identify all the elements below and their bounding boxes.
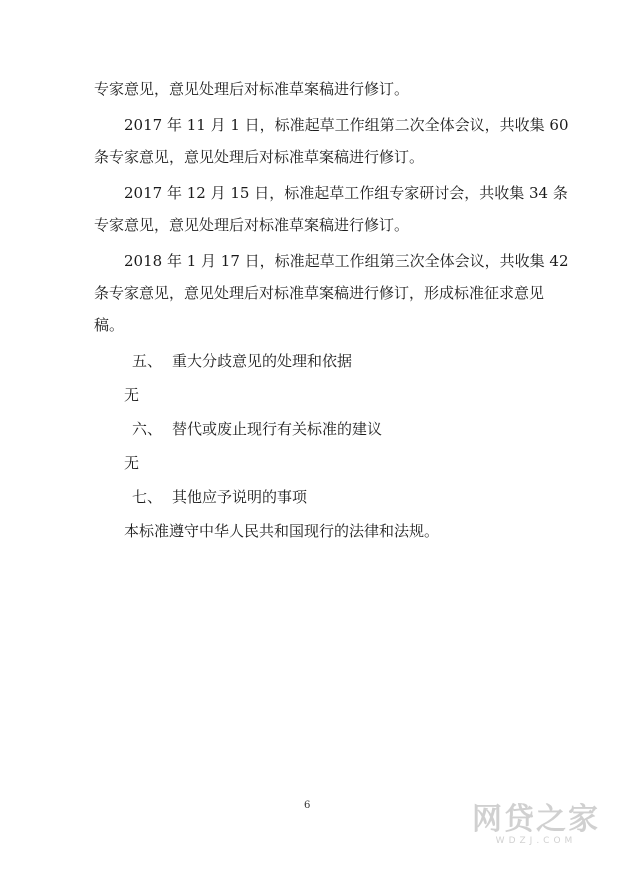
section-title: 重大分歧意见的处理和依据	[172, 352, 353, 370]
section-number: 六、	[132, 420, 163, 438]
section-heading	[132, 488, 307, 506]
section-body: 本标准遵守中华人民共和国现行的法律和法规。	[124, 522, 440, 540]
section-title: 替代或废止现行有关标准的建议	[172, 420, 383, 438]
paragraph-line: 专家意见，意见处理后对标准草案稿进行修订。	[94, 80, 410, 98]
watermark-main-text: 网贷之家	[472, 802, 600, 837]
section-body: 无	[124, 454, 140, 472]
paragraph-line: 2018 年 1 月 17 日，标准起草工作组第三次全体会议，共收集 42	[124, 252, 569, 270]
paragraph-line: 条专家意见，意见处理后对标准草案稿进行修订，形成标准征求意见	[94, 284, 545, 302]
watermark-sub-text: WDZJ.COM	[495, 836, 577, 846]
section-body: 无	[124, 386, 140, 404]
section-heading	[132, 352, 352, 370]
paragraph-line: 条专家意见，意见处理后对标准草案稿进行修订。	[94, 148, 425, 166]
section-title: 其他应予说明的事项	[172, 488, 308, 506]
section-number: 五、	[132, 352, 163, 370]
page-number: 6	[304, 800, 311, 811]
section-number: 七、	[132, 488, 163, 506]
section-heading	[132, 420, 382, 438]
paragraph-line: 稿。	[94, 316, 125, 334]
watermark-logo	[472, 794, 600, 846]
paragraph-line: 专家意见，意见处理后对标准草案稿进行修订。	[94, 216, 410, 234]
paragraph-line: 2017 年 11 月 1 日，标准起草工作组第二次全体会议，共收集 60	[124, 116, 569, 134]
paragraph-line: 2017 年 12 月 15 日，标准起草工作组专家研讨会，共收集 34 条	[124, 184, 568, 202]
